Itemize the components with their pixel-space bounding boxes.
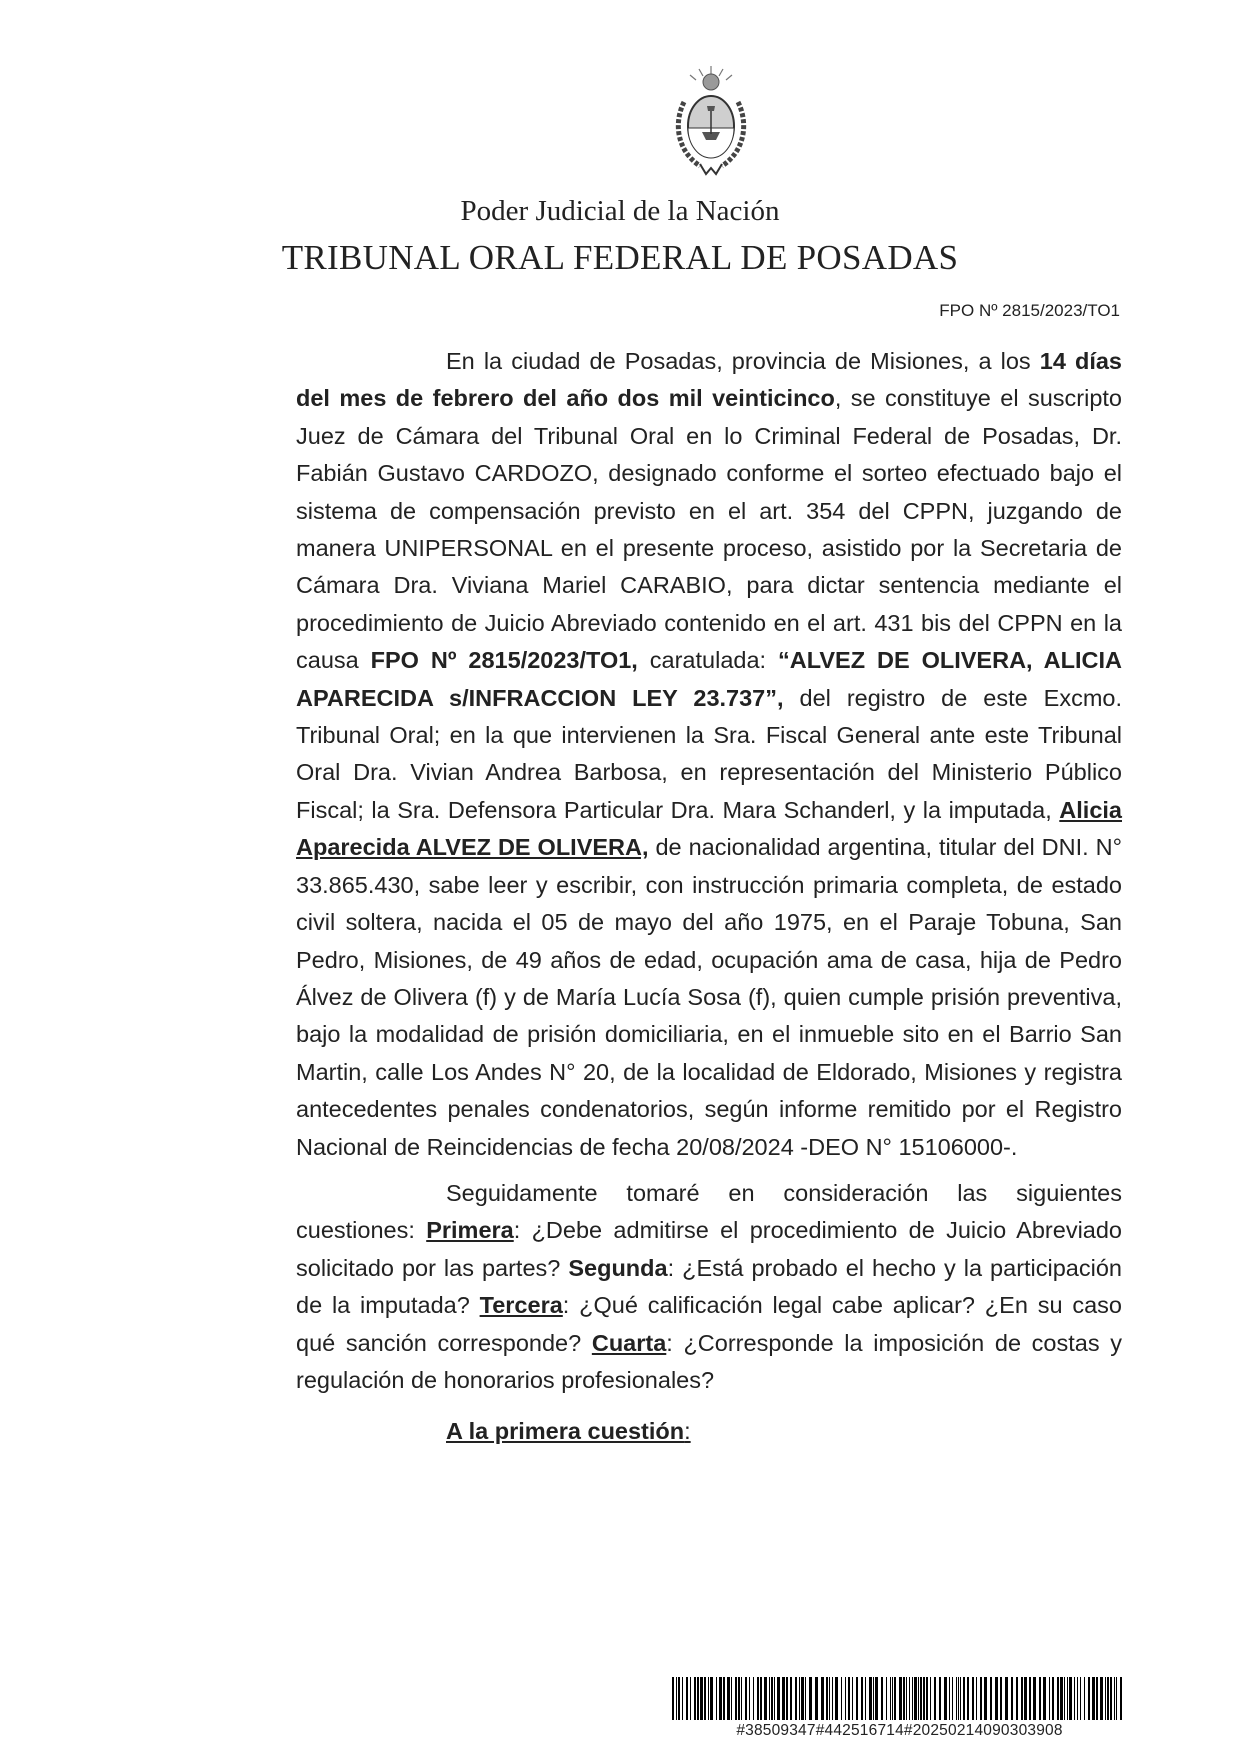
text-span: En la ciudad de Posadas, provincia de Misiones, a los: [446, 348, 1040, 374]
section-heading: [296, 1413, 1122, 1450]
case-title-bold: “ALVEZ DE OLIVERA, ALICIA APARECIDA s/INFRACCION LEY 23.737”,: [296, 647, 1122, 711]
court-name: TRIBUNAL ORAL FEDERAL DE POSADAS: [281, 238, 959, 277]
text-span: , se constituye el suscripto Juez de Cámara del Tribunal Oral en lo Criminal Federal de Posadas, Dr. Fabián Gustavo CARDOZO, designado conforme el sorteo efectuado bajo el sistema de compensación previsto en el art. 354 del CPPN, juzgando de manera UNIPERSONAL en el presente proceso, asistido por la Secretaria de Cámara Dra. Viviana Mariel CARABIO, para dictar sentencia mediante el procedimiento de Juicio Abreviado contenido en el art. 431 bis del CPPN en la causa: [296, 385, 1122, 674]
barcode: [672, 1677, 1127, 1720]
first-question-heading: A la primera cuestión: [446, 1418, 685, 1445]
text-span: Seguidamente tomaré en consideración las siguientes cuestiones:: [296, 1179, 1122, 1244]
text-span: : ¿Qué calificación legal cabe aplicar? ¿En su caso qué sanción corresponde?: [296, 1292, 1122, 1356]
question-first: Primera: [426, 1217, 514, 1244]
text-span: : ¿Está probado el hecho y la participación de la imputada?: [296, 1254, 1122, 1319]
institution-name: Poder Judicial de la Nación: [460, 195, 780, 227]
paragraph-opening: [296, 343, 1122, 1166]
case-number-bold: FPO Nº 2815/2023/TO1,: [370, 647, 638, 674]
text-span: : ¿Corresponde la imposición de costas y regulación de honorarios profesionales?: [296, 1329, 1122, 1393]
text-span: caratulada:: [637, 647, 779, 674]
file-number: FPO Nº 2815/2023/TO1: [939, 301, 1120, 320]
defendant-name: Alicia Aparecida ALVEZ DE OLIVERA,: [296, 796, 1122, 861]
date-bold: 14 días del mes de febrero del año dos mil veinticinco: [296, 348, 1122, 412]
question-third: Tercera: [479, 1292, 563, 1319]
text-span: : ¿Debe admitirse el procedimiento de Juicio Abreviado solicitado por las partes?: [296, 1217, 1122, 1281]
barcode-number: #38509347#442516714#20250214090303908: [736, 1722, 1063, 1739]
document-body: [296, 343, 1122, 1451]
paragraph-questions: [296, 1175, 1122, 1399]
text-span: de nacionalidad argentina, titular del DNI. N° 33.865.430, sabe leer y escribir, con instrucción primaria completa, de estado civil soltera, nacida el 05 de mayo del año 1975, en el Paraje Tobuna, San Pedro, Misiones, de 49 años de edad, ocupación ama de casa, hija de Pedro Álvez de Olivera (f) y de María Lucía Sosa (f), quien cumple prisión preventiva, bajo la modalidad de prisión domiciliaria, en el inmueble sito en el Barrio San Martin, calle Los Andes N° 20, de la localidad de Eldorado, Misiones y registra antecedentes penales condenatorios, según informe remitido por el Registro Nacional de Reincidencias de fecha 20/08/2024 -DEO N° 15106000-.: [296, 834, 1123, 1160]
question-second: Segunda: [568, 1254, 668, 1281]
question-fourth: Cuarta: [591, 1329, 667, 1356]
heading-colon: :: [684, 1418, 691, 1445]
text-span: del registro de este Excmo. Tribunal Oral; en la que intervienen la Sra. Fiscal General ante este Tribunal Oral Dra. Vivian Andrea Barbosa, en representación del Ministerio Público Fiscal; la Sra. Defensora Particular Dra. Mara Schanderl, y la imputada,: [296, 684, 1122, 823]
coat-of-arms-seal: [670, 62, 752, 182]
